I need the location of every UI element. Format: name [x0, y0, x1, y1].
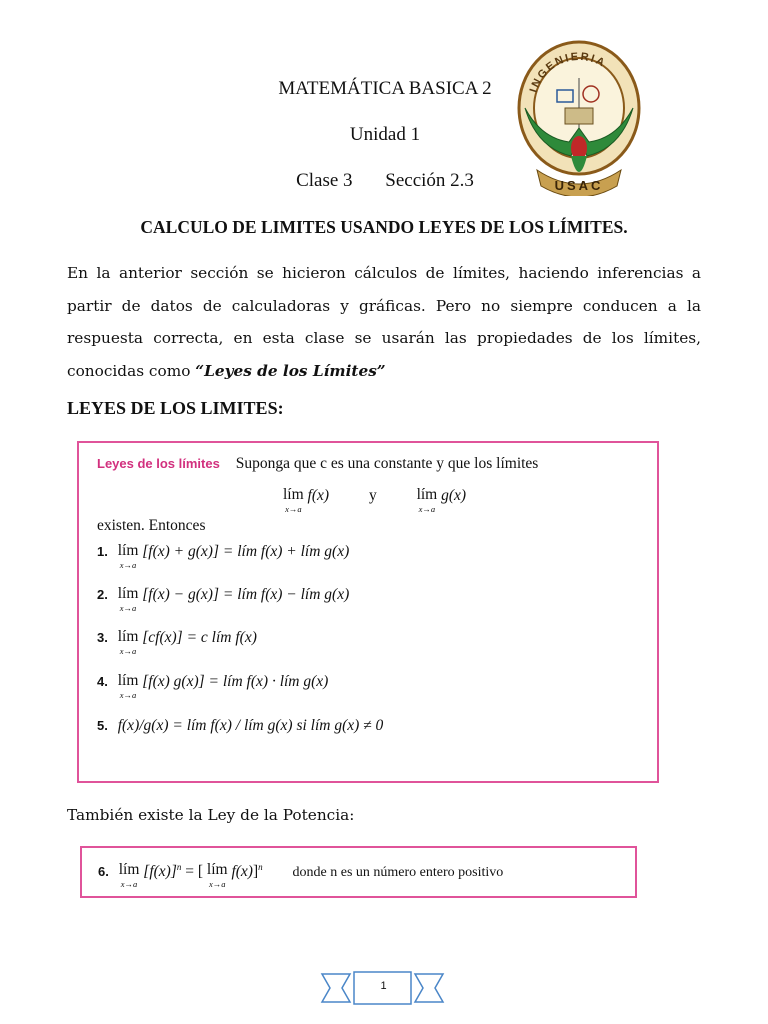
- box-title: Leyes de los límites: [97, 456, 220, 471]
- unit-label: Unidad 1: [349, 124, 421, 145]
- class-label: Clase 3: [296, 170, 353, 191]
- intro-text: En la anterior sección se hicieron cálculos de límites, haciendo inferencias a partir de datos de calculadoras y gráficas. Pero no siempre conducen a la respuesta correcta, en esta clase se usarán las propiedades de los límites, conocidas como: [67, 264, 701, 380]
- lim-operator: lím x→a: [283, 486, 304, 514]
- gx-term: g(x): [441, 487, 467, 504]
- limits-exist-row: [283, 487, 466, 513]
- course-title: MATEMÁTICA BASICA 2: [278, 78, 492, 99]
- logo-top-text: INGENIERIA: [527, 50, 609, 94]
- law-3: 3. lím x→a [cf(x)] = c lím f(x): [97, 628, 257, 656]
- law-1: 1. lím x→a [f(x) + g(x)] = lím f(x) + lím g(x): [97, 542, 350, 570]
- box-intro: Suponga que c es una constante y que los límites: [235, 455, 539, 472]
- page-number: 1: [380, 980, 387, 992]
- section-heading: CALCULO DE LIMITES USANDO LEYES DE LOS LÍMITES.: [140, 217, 628, 237]
- class-section-line: [220, 170, 550, 192]
- limit-laws-box: [77, 441, 659, 783]
- intro-emphasis: “Leyes de los Límites”: [195, 361, 386, 380]
- law-5: 5. f(x)/g(x) = lím f(x) / lím g(x) si lím g(x) ≠ 0: [97, 717, 384, 734]
- power-law-note: donde n es un número entero positivo: [292, 865, 504, 881]
- existen-text: existen. Entonces: [97, 517, 206, 534]
- law-6: 6. lím x→a $[f(x)]^n$ = [ lím x→a f(x)]$^n$ donde n es un número entero positivo: [98, 861, 504, 889]
- power-law-intro: También existe la Ley de la Potencia:: [67, 806, 355, 824]
- section-label: Sección 2.3: [385, 170, 474, 191]
- logo-bottom-text: USAC: [554, 178, 604, 193]
- usac-engineering-seal-logo: [517, 38, 641, 196]
- lim-operator: lím x→a: [416, 486, 438, 514]
- box-title-row: [97, 455, 538, 473]
- conj-y: y: [368, 487, 377, 504]
- laws-heading: LEYES DE LOS LIMITES:: [67, 398, 284, 418]
- law-4: 4. lím x→a [f(x) g(x)] = lím f(x) · lím g(x): [97, 672, 329, 700]
- power-law-box: [80, 846, 637, 898]
- law-2: 2. lím x→a [f(x) − g(x)] = lím f(x) − lím g(x): [97, 585, 350, 613]
- fx-term: f(x): [307, 487, 330, 504]
- intro-paragraph: [67, 257, 701, 387]
